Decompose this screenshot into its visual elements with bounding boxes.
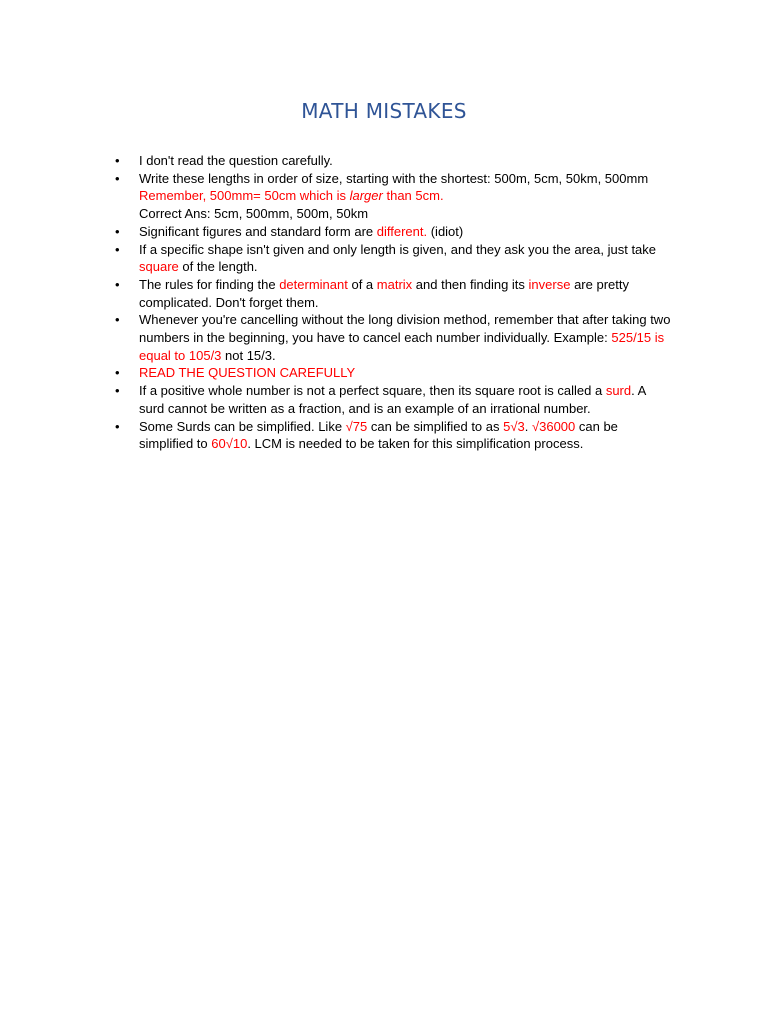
list-item bbox=[115, 241, 674, 276]
highlighted-text: matrix bbox=[376, 276, 413, 292]
list-item-text: of the length. bbox=[178, 259, 258, 275]
highlighted-text: 525/15 is equal to 105/3 bbox=[139, 330, 665, 363]
list-item-text: Write these lengths in order of size, starting with the shortest: 500m, 5cm, 50km, 500mm bbox=[139, 170, 649, 186]
bullet-icon: • bbox=[115, 418, 120, 434]
list-item-text: Correct Ans: 5cm, 500mm, 500m, 50km bbox=[139, 206, 369, 222]
bullet-list bbox=[115, 152, 674, 453]
highlighted-text: 60√10 bbox=[211, 436, 248, 452]
list-item-text: are pretty complicated. Don't forget them. bbox=[139, 276, 629, 310]
highlighted-text: determinant bbox=[279, 276, 348, 292]
bullet-icon: • bbox=[115, 276, 120, 292]
bullet-icon: • bbox=[115, 170, 120, 186]
highlighted-text: Remember, 500mm= 50cm which is bbox=[139, 188, 350, 204]
list-item bbox=[115, 311, 674, 364]
highlighted-text: 5√3 bbox=[503, 418, 525, 434]
list-item-text: can be simplified to bbox=[139, 418, 618, 452]
highlighted-text: √75 bbox=[345, 418, 368, 434]
list-item-text: Some Surds can be simplified. Like bbox=[139, 418, 346, 434]
list-item-text: of a bbox=[347, 276, 377, 292]
list-item-text: (idiot) bbox=[427, 223, 464, 239]
bullet-icon: • bbox=[115, 383, 120, 399]
bullet-icon: • bbox=[115, 223, 120, 239]
bullet-icon: • bbox=[115, 153, 120, 168]
list-item-text: Significant figures and standard form are bbox=[139, 223, 377, 239]
highlighted-text: inverse bbox=[528, 276, 571, 292]
list-item-text: If a specific shape isn't given and only length is given, and they ask you the area, just take bbox=[139, 241, 657, 257]
list-item-text: can be simplified to as bbox=[367, 418, 504, 434]
list-item bbox=[115, 418, 674, 453]
list-item bbox=[115, 276, 674, 311]
highlighted-text: √36000 bbox=[531, 418, 576, 434]
list-item bbox=[115, 152, 674, 170]
list-item-text: I don't read the question carefully. bbox=[139, 153, 333, 168]
list-item bbox=[115, 223, 674, 241]
list-item-text: If a positive whole number is not a perfect square, then its square root is called a bbox=[139, 383, 606, 399]
highlighted-text: different. bbox=[376, 223, 428, 239]
highlighted-text: than 5cm. bbox=[382, 188, 444, 204]
highlighted-text: READ THE QUESTION CAREFULLY bbox=[139, 365, 356, 381]
list-item-text: Whenever you're cancelling without the long division method, remember that after taking two numbers in the beginning, you have to cancel each number individually. Example: bbox=[139, 312, 671, 346]
list-item bbox=[115, 364, 674, 382]
page-title: MATH MISTAKES bbox=[301, 99, 467, 123]
highlighted-text: square bbox=[139, 259, 179, 275]
list-item-text: not 15/3. bbox=[221, 347, 276, 363]
list-item bbox=[115, 382, 674, 417]
list-item bbox=[115, 170, 674, 223]
list-item-text: The rules for finding the bbox=[139, 276, 280, 292]
highlighted-text: surd bbox=[605, 383, 632, 399]
list-item-text: . LCM is needed to be taken for this simplification process. bbox=[247, 436, 584, 452]
list-item-text: . bbox=[524, 418, 532, 434]
bullet-icon: • bbox=[115, 312, 120, 328]
bullet-icon: • bbox=[115, 241, 120, 257]
list-item-text: and then finding its bbox=[412, 276, 529, 292]
highlighted-text: larger bbox=[349, 188, 383, 204]
list-item-text: . A surd cannot be written as a fraction, and is an example of an irrational number. bbox=[139, 383, 646, 416]
bullet-icon: • bbox=[115, 365, 120, 381]
